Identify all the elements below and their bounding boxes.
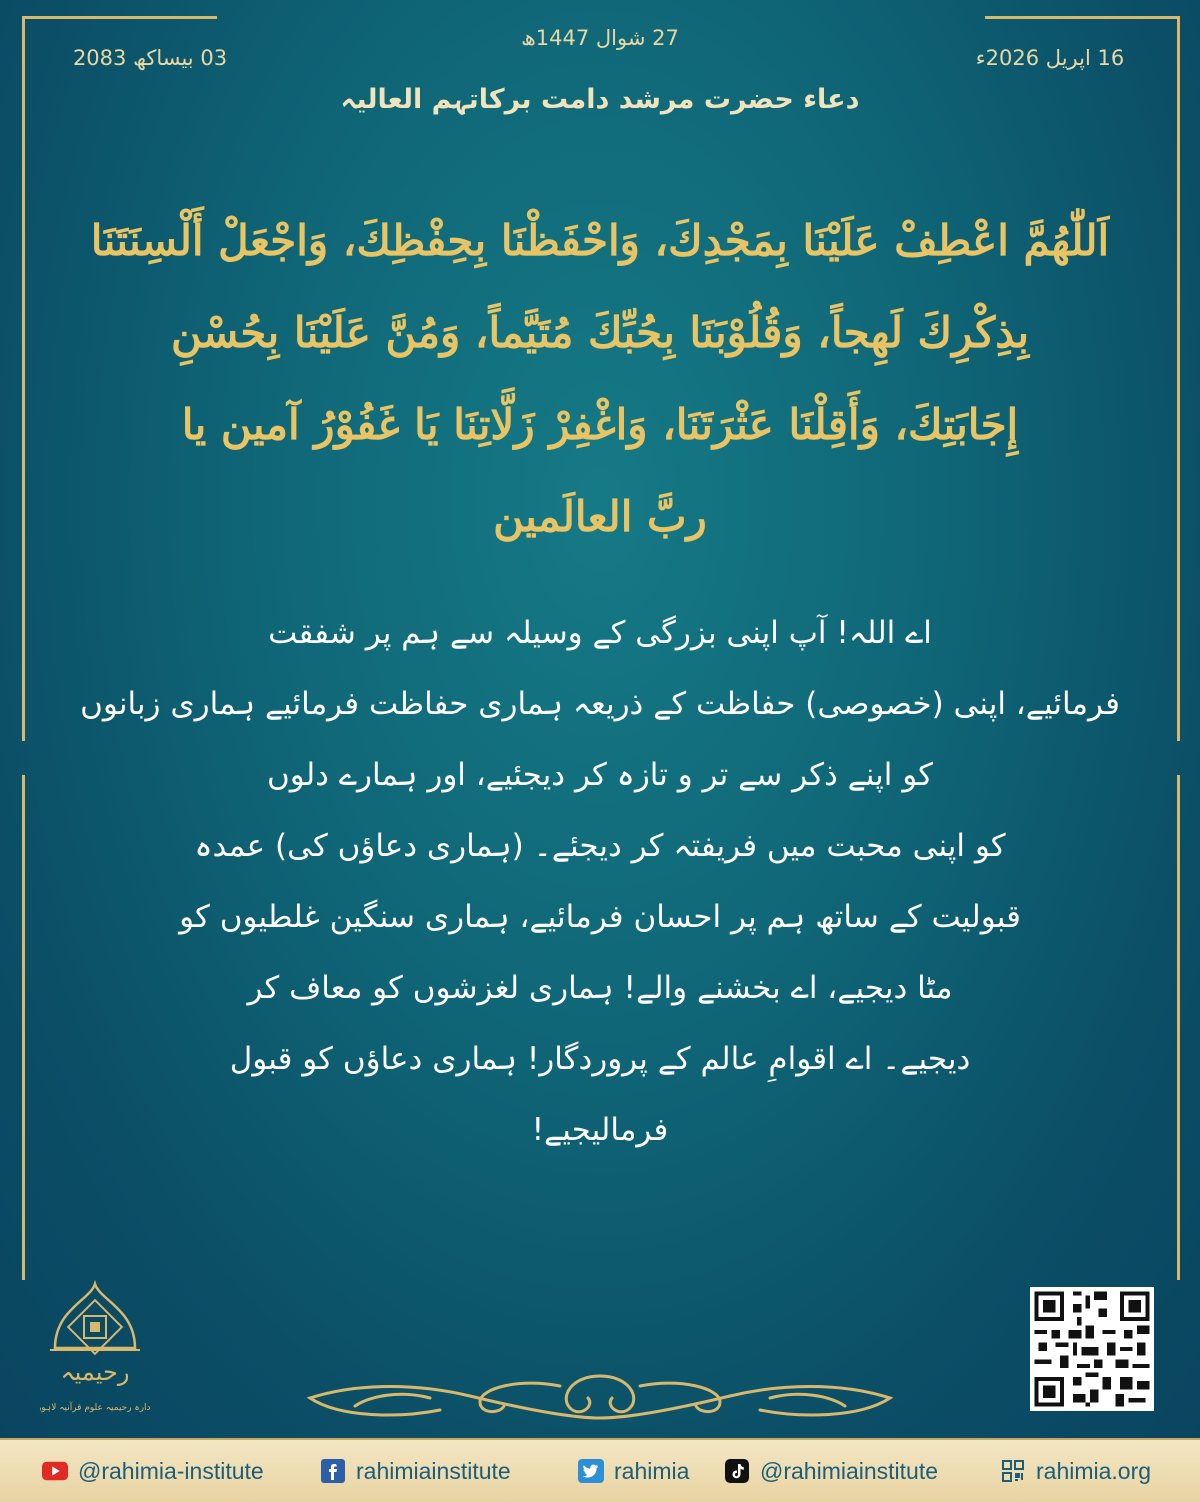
urdu-line-2: فرمائیے، اپنی (خصوصی) حفاظت کے ذریعہ ہماری حفاظت فرمائیے ہماری زبانوں — [80, 686, 1120, 722]
footer-bar — [0, 1438, 1200, 1502]
tiktok-link[interactable] — [724, 1440, 938, 1502]
page-title: دعاء حضرت مرشد دامت برکاتہم العالیہ — [340, 84, 860, 115]
logo-wordmark: رحیمیہ — [60, 1358, 130, 1386]
frame-line-left-upper — [22, 16, 25, 741]
arabic-line-3: إِجَابَتِكَ، وَأَقِلْنَا عَثْرَتَنَا، وَاغْفِرْ زَلَّاتِنَا يَا غَفُوْرُ آمين يا — [181, 400, 1019, 449]
frame-line-top-left — [22, 16, 217, 19]
hijri-date: 27 شوال 1447ھ — [521, 26, 679, 50]
youtube-handle: @rahimia-institute — [78, 1457, 264, 1484]
facebook-handle: rahimiainstitute — [356, 1457, 511, 1484]
bikrami-date: 03 بیساکھ 2083 — [72, 46, 228, 70]
arabic-line-4: ربَّ العالَمين — [493, 492, 707, 541]
facebook-icon — [320, 1458, 346, 1484]
urdu-line-4: کو اپنی محبت میں فریفتہ کر دیجئے۔ (ہماری دعاؤں کی) عمدہ — [194, 828, 1006, 864]
arabic-line-1: اَللّٰهُمَّ اعْطِفْ عَلَيْنَا بِمَجْدِكَ، وَاحْفَظْنَا بِحِفْظِكَ، وَاجْعَلْ أَلْسِنَتَنَا — [90, 216, 1110, 265]
arabic-line-2: بِذِكْرِكَ لَهِجاً، وَقُلُوْبَنَا بِحُبِّكَ مُتَيَّماً، وَمُنَّ عَلَيْنَا بِحُسْنِ — [170, 308, 1030, 357]
facebook-link[interactable] — [320, 1440, 511, 1502]
twitter-icon — [578, 1458, 604, 1484]
website-link[interactable] — [1000, 1440, 1151, 1502]
decorative-ornament-icon — [300, 1368, 900, 1426]
frame-line-right-lower — [1177, 775, 1180, 1280]
tiktok-handle: @rahimiainstitute — [760, 1457, 939, 1484]
urdu-line-8: فرمالیجیے! — [531, 1112, 669, 1148]
frame-line-left-lower — [22, 775, 25, 1280]
twitter-handle: rahimia — [614, 1457, 690, 1484]
urdu-translation — [80, 598, 1120, 1166]
logo-emblem-icon — [40, 1280, 150, 1430]
website-url: rahimia.org — [1036, 1457, 1152, 1484]
twitter-link[interactable] — [578, 1440, 689, 1502]
frame-line-top-right — [985, 16, 1180, 19]
tiktok-icon — [724, 1458, 750, 1484]
youtube-link[interactable] — [42, 1440, 264, 1502]
frame-line-right-upper — [1177, 16, 1180, 741]
qr-code-icon — [1030, 1287, 1154, 1411]
logo-subtitle: ادارہ رحیمیہ علوم قرآنیہ لاہور — [40, 1403, 150, 1413]
youtube-icon — [42, 1458, 68, 1484]
gregorian-date: 16 اپریل 2026ء — [975, 46, 1125, 70]
rahimia-logo — [40, 1280, 150, 1430]
urdu-line-5: قبولیت کے ساتھ ہم پر احسان فرمائیے، ہماری سنگین غلطیوں کو — [179, 899, 1021, 935]
website-qr-icon — [1000, 1458, 1026, 1484]
urdu-line-7: دیجیے۔ اے اقوامِ عالم کے پروردگار! ہماری دعاؤں کو قبول — [229, 1041, 971, 1077]
arabic-dua — [70, 195, 1130, 563]
urdu-line-1: اے اللہ! آپ اپنی بزرگی کے وسیلہ سے ہم پر شفقت — [268, 615, 932, 651]
urdu-line-3: کو اپنے ذکر سے تر و تازہ کر دیجئیے، اور ہمارے دلوں — [266, 757, 934, 793]
urdu-line-6: مٹا دیجیے، اے بخشنے والے! ہماری لغزشوں کو معاف کر — [247, 970, 953, 1006]
